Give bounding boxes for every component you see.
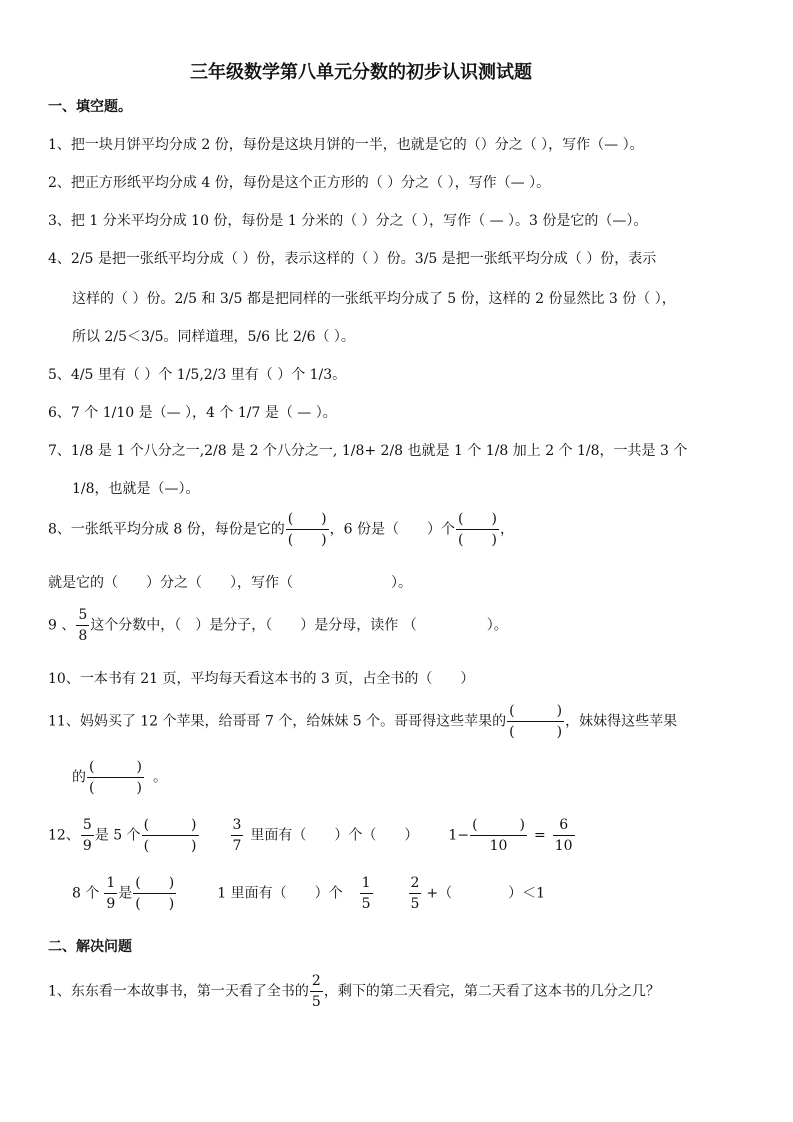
fraction-numerator: 2 (410, 875, 420, 891)
problem-1 (48, 972, 660, 1011)
fraction-blank (286, 510, 329, 549)
fraction-2-5 (310, 972, 323, 1011)
fraction-numerator: ( ) (143, 817, 197, 833)
question-12-label: 12、 (48, 827, 80, 844)
question-1: 1、把一块月饼平均分成 2 份，每份是这块月饼的一半，也就是它的（）分之（ ），写作（— ）。 (48, 137, 644, 153)
fraction-numerator: 1 (106, 875, 116, 891)
fraction-numerator: ( ) (287, 511, 327, 527)
fraction-numerator: 3 (232, 817, 242, 833)
question-4-line-2: 这样的（ ）份。2/5 和 3/5 都是把同样的一张纸平均分成了 5 份，这样的 2 份显然比 3 份（ ）， (72, 291, 676, 307)
fraction-denominator: ( ) (458, 532, 497, 548)
fraction-denominator: 7 (232, 838, 242, 854)
fraction-3-7 (231, 816, 244, 855)
fraction-blank (133, 874, 176, 913)
question-11-text-c: 的 (72, 769, 86, 786)
fraction-blank (456, 510, 499, 549)
question-12-text-3: 1− (448, 827, 470, 844)
question-11-line-2 (72, 758, 167, 797)
fraction-denominator: 5 (410, 896, 420, 912)
question-6: 6、7 个 1/10 是（— ），4 个 1/7 是（ — ）。 (48, 405, 337, 421)
fraction-numerator: 1 (361, 875, 371, 891)
fraction-numerator: ( ) (509, 703, 563, 719)
fraction-denominator: 10 (489, 838, 508, 854)
question-7-line-2: 1/8，也就是（—）。 (72, 481, 200, 497)
fraction-denominator: 5 (311, 994, 321, 1010)
fraction-blank (507, 702, 564, 741)
question-8-line-2: 就是它的（ ）分之（ ），写作（ ）。 (48, 575, 412, 591)
fraction-numerator: 5 (78, 607, 88, 623)
question-12-text-4: 8 个 (72, 885, 100, 902)
fraction-numerator: 5 (82, 817, 92, 833)
fraction-2-5 (409, 874, 422, 913)
question-12-text-7: +（ ）＜1 (426, 885, 546, 902)
fraction-blank (142, 816, 199, 855)
fraction-1-5 (360, 874, 373, 913)
question-3: 3、把 1 分米平均分成 10 份，每份是 1 分米的（ ）分之（ ），写作（ — ）。3 份是它的（—）。 (48, 213, 648, 229)
fraction-numerator: 2 (311, 973, 321, 989)
fraction-denominator: 8 (78, 628, 88, 644)
question-12-row-1 (48, 816, 576, 855)
fraction-numerator: 6 (559, 817, 569, 833)
question-10: 10、一本书有 21 页，平均每天看这本书的 3 页，占全书的（ ） (48, 671, 475, 687)
question-8-text-c: ， (499, 521, 514, 538)
question-12-text-1: 是 5 个 (94, 827, 141, 844)
question-12-text-6: 1 里面有（ ）个 (217, 885, 343, 902)
question-7-line-1: 7、1/8 是 1 个八分之一,2/8 是 2 个八分之一, 1/8+ 2/8 也就是 1 个 1/8 加上 2 个 1/8，一共是 3 个 (48, 443, 688, 459)
fraction-denominator: ( ) (287, 532, 327, 548)
fraction-5-9 (81, 816, 94, 855)
fraction-blank (87, 758, 144, 797)
fraction-denominator: 9 (106, 896, 116, 912)
fraction-denominator: 9 (82, 838, 92, 854)
fraction-5-8 (76, 606, 89, 645)
question-11-text-a: 11、妈妈买了 12 个苹果，给哥哥 7 个，给妹妹 5 个。哥哥得这些苹果的 (48, 713, 507, 730)
question-11-text-b: ，妹妹得这些苹果 (565, 713, 678, 730)
question-4-line-3: 所以 2/5＜3/5。同样道理，5/6 比 2/6（ ）。 (72, 329, 355, 345)
equals-sign: = (534, 827, 546, 844)
fraction-numerator: ( ) (472, 817, 525, 833)
problem-1-text-a: 1、东东看一本故事书，第一天看了全书的 (48, 983, 309, 1000)
section-solve-problems-heading: 二、解决问题 (48, 939, 132, 955)
question-11-line-1 (48, 702, 677, 741)
fraction-denominator: ( ) (89, 780, 142, 796)
fraction-denominator: ( ) (135, 896, 175, 912)
problem-1-text-b: ，剩下的第二天看完，第二天看了这本书的几分之几？ (323, 983, 660, 1000)
question-12-text-5: 是 (118, 885, 133, 902)
fraction-numerator: ( ) (89, 759, 142, 775)
fraction-numerator: ( ) (135, 875, 175, 891)
section-fill-blank-heading: 一、填空题。 (48, 99, 132, 115)
question-4-line-1: 4、2/5 是把一张纸平均分成（ ）份，表示这样的（ ）份。3/5 是把一张纸平均分成（ ）份，表示 (48, 251, 657, 267)
question-9-label: 9 、 (48, 617, 76, 634)
question-8-text-a: 8、一张纸平均分成 8 份，每份是它的 (48, 521, 285, 538)
fraction-denominator: 5 (361, 896, 371, 912)
fraction-numerator: ( ) (458, 511, 497, 527)
fraction-blank-over-10 (470, 816, 527, 855)
question-5: 5、4/5 里有（ ）个 1/5,2/3 里有（ ）个 1/3。 (48, 367, 347, 383)
question-12-row-2 (72, 874, 545, 913)
question-8-text-b: ，6 份是（ ）个 (329, 521, 456, 538)
fraction-denominator: ( ) (509, 724, 563, 740)
question-12-text-2: 里面有（ ）个（ ） (250, 827, 419, 844)
fraction-6-10 (553, 816, 575, 855)
page-title: 三年级数学第八单元分数的初步认识测试题 (190, 62, 532, 83)
question-11-text-d: 。 (152, 769, 167, 786)
question-9 (48, 606, 508, 645)
fraction-denominator: ( ) (143, 838, 197, 854)
question-9-text: 这个分数中，（ ）是分子，（ ）是分母，读作 （ ）。 (90, 617, 508, 634)
fraction-1-9 (104, 874, 117, 913)
question-8-line-1 (48, 510, 514, 549)
question-2: 2、把正方形纸平均分成 4 份，每份是这个正方形的（ ）分之（ ），写作（— ）。 (48, 175, 551, 191)
fraction-denominator: 10 (554, 838, 573, 854)
